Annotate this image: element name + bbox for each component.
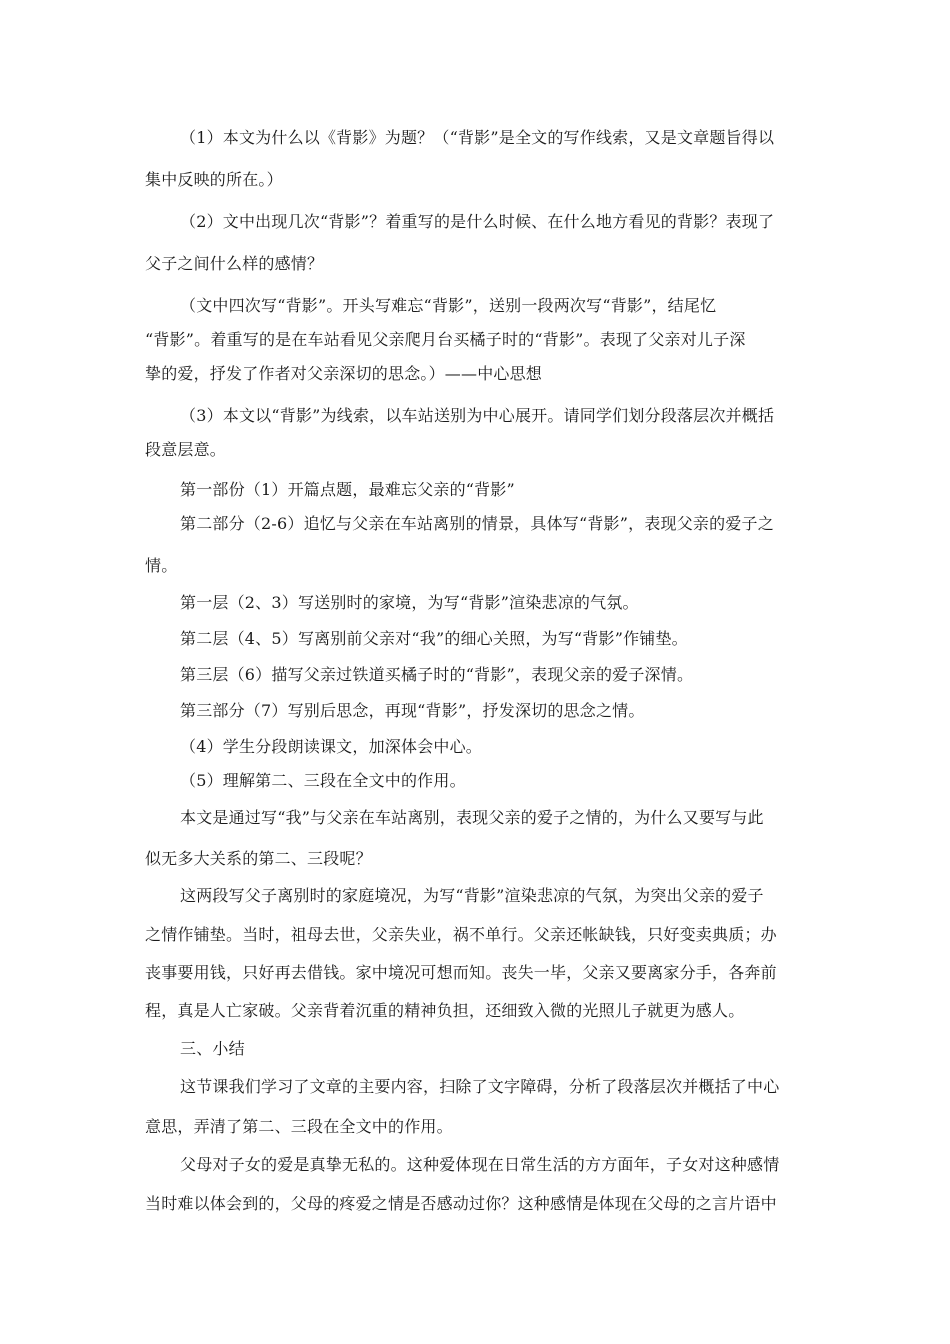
layer-two: 第二层（4、5）写离别前父亲对“我”的细心关照，为写“背影”作铺垫。 xyxy=(180,629,688,648)
part-two-line-1: 第二部分（2-6）追忆与父亲在车站离别的情景，具体写“背影”，表现父亲的爱子之 xyxy=(180,514,774,533)
paragraph-q4: （4）学生分段朗读课文，加深体会中心。 xyxy=(180,737,482,756)
part-three: 第三部分（7）写别后思念，再现“背影”，抒发深切的思念之情。 xyxy=(180,701,645,720)
paragraph-explain-line-3: 丧事要用钱，只好再去借钱。家中境况可想而知。丧失一毕，父亲又要离家分手，各奔前 xyxy=(145,963,777,982)
paragraph-question-line-1: 本文是通过写“我”与父亲在车站离别，表现父亲的爱子之情的，为什么又要写与此 xyxy=(180,808,764,827)
paragraph-answer2-line-1: （文中四次写“背影”。开头写难忘“背影”，送别一段两次写“背影”，结尾忆 xyxy=(180,296,717,315)
paragraph-summary-line-1: 这节课我们学习了文章的主要内容，扫除了文字障碍，分析了段落层次并概括了中心 xyxy=(180,1077,780,1096)
paragraph-q2-line-1: （2）文中出现几次“背影”？着重写的是什么时候、在什么地方看见的背影？表现了 xyxy=(180,212,775,231)
paragraph-q5: （5）理解第二、三段在全文中的作用。 xyxy=(180,771,466,790)
layer-three: 第三层（6）描写父亲过铁道买橘子时的“背影”，表现父亲的爱子深情。 xyxy=(180,665,694,684)
paragraph-explain-line-2: 之情作铺垫。当时，祖母去世，父亲失业，祸不单行。父亲还帐缺钱，只好变卖典质；办 xyxy=(145,925,777,944)
paragraph-q3-line-1: （3）本文以“背影”为线索，以车站送别为中心展开。请同学们划分段落层次并概括 xyxy=(180,406,775,425)
paragraph-answer2-line-2: “背影”。着重写的是在车站看见父亲爬月台买橘子时的“背影”。表现了父亲对儿子深 xyxy=(145,330,746,349)
paragraph-q1-line-1: （1）本文为什么以《背影》为题？（“背影”是全文的写作线索，又是文章题旨得以 xyxy=(180,128,775,147)
paragraph-explain-line-4: 程，真是人亡家破。父亲背着沉重的精神负担，还细致入微的光照儿子就更为感人。 xyxy=(145,1001,745,1020)
paragraph-q2-line-2: 父子之间什么样的感情？ xyxy=(145,254,324,273)
section-heading-summary: 三、小结 xyxy=(180,1039,245,1058)
part-one: 第一部份（1）开篇点题，最难忘父亲的“背影” xyxy=(180,480,515,499)
paragraph-love-line-2: 当时难以体会到的，父母的疼爱之情是否感动过你？这种感情是体现在父母的之言片语中 xyxy=(145,1194,777,1213)
paragraph-question-line-2: 似无多大关系的第二、三段呢？ xyxy=(145,849,372,868)
paragraph-q1-line-2: 集中反映的所在。） xyxy=(145,170,283,189)
layer-one: 第一层（2、3）写送别时的家境，为写“背影”渲染悲凉的气氛。 xyxy=(180,593,639,612)
part-two-line-2: 情。 xyxy=(145,556,178,575)
paragraph-summary-line-2: 意思，弄清了第二、三段在全文中的作用。 xyxy=(145,1117,453,1136)
paragraph-explain-line-1: 这两段写父子离别时的家庭境况，为写“背影”渲染悲凉的气氛，为突出父亲的爱子 xyxy=(180,886,764,905)
paragraph-q3-line-2: 段意层意。 xyxy=(145,440,227,459)
paragraph-answer2-line-3: 挚的爱，抒发了作者对父亲深切的思念。）——中心思想 xyxy=(145,364,543,383)
paragraph-love-line-1: 父母对子女的爱是真挚无私的。这种爱体现在日常生活的方方面年，子女对这种感情 xyxy=(180,1155,780,1174)
